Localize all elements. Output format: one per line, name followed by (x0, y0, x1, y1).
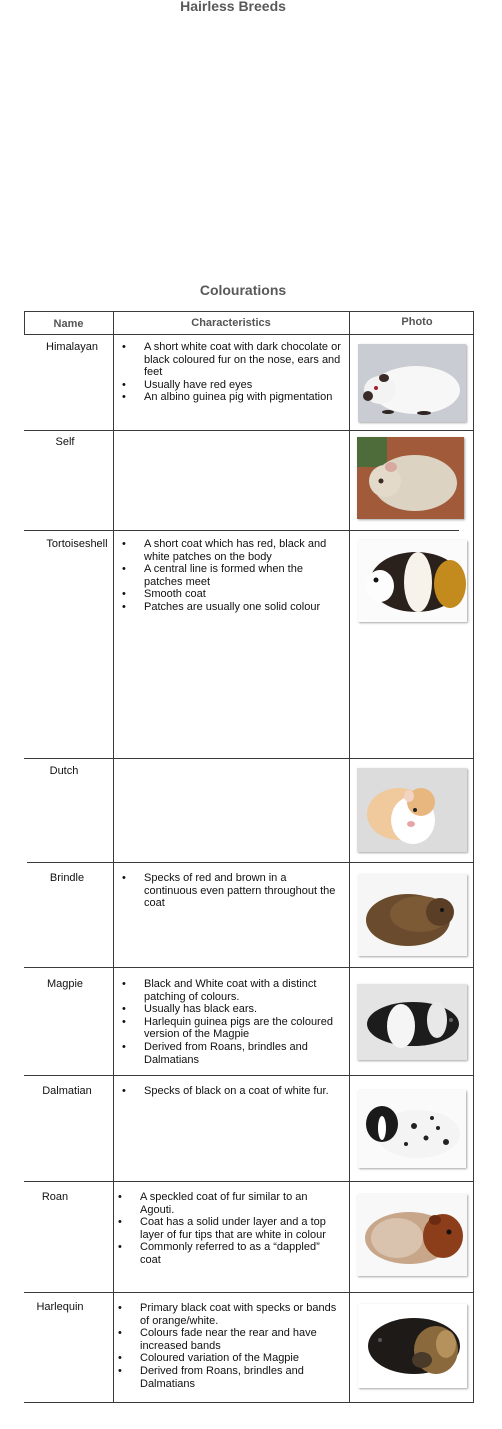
photo-self (357, 437, 464, 519)
characteristic-item: • Derived from Roans, brindles and Dalmatians (118, 1365, 346, 1390)
table-rule (27, 862, 474, 863)
row-name-magpie: Magpie (46, 978, 84, 990)
table-rule (473, 311, 474, 1403)
characteristics-himalayan (122, 341, 344, 404)
column-header-characteristics: Characteristics (191, 317, 271, 329)
photo-magpie (357, 984, 467, 1060)
column-header-name: Name (53, 318, 84, 330)
photo-himalayan (358, 344, 466, 422)
characteristic-item: • Commonly referred to as a “dappled” coat (118, 1241, 340, 1266)
characteristics-roan (118, 1191, 340, 1267)
characteristic-item: • Harlequin guinea pigs are the coloured version of the Magpie (122, 1016, 344, 1041)
row-name-self: Self (55, 436, 75, 448)
characteristic-item: • Specks of red and brown in a continuous even pattern throughout the coat (122, 872, 337, 910)
hairless-breeds-heading: Hairless Breeds (180, 0, 286, 14)
table-rule (113, 311, 114, 1403)
characteristics-harlequin (118, 1302, 346, 1390)
photo-brindle (358, 874, 467, 956)
characteristic-item: • A short white coat with dark chocolate or black coloured fur on the nose, ears and feet (122, 341, 344, 379)
characteristic-item: • Coat has a solid under layer and a top layer of fur tips that are white in colour (118, 1216, 340, 1241)
table-rule (24, 1075, 474, 1076)
characteristic-item: • A short coat which has red, black and white patches on the body (122, 538, 337, 563)
characteristic-item: • An albino guinea pig with pigmentation (122, 391, 344, 404)
table-rule (24, 311, 474, 312)
characteristic-item: • Smooth coat (122, 588, 337, 601)
table-rule (349, 311, 350, 1403)
photo-dutch (357, 768, 467, 852)
characteristic-item: • Usually has black ears. (122, 1003, 344, 1016)
characteristic-item: • Primary black coat with specks or bands of orange/white. (118, 1302, 346, 1327)
characteristics-magpie (122, 978, 344, 1066)
photo-tortoiseshell (358, 540, 467, 622)
table-rule (24, 530, 459, 531)
row-name-tortoiseshell: Tortoiseshell (46, 538, 108, 550)
characteristic-item: • Colours fade near the rear and have increased bands (118, 1327, 346, 1352)
table-rule (24, 1292, 474, 1293)
row-name-dutch: Dutch (49, 765, 79, 777)
table-rule (24, 758, 474, 759)
colourations-heading: Colourations (199, 282, 287, 298)
row-name-brindle: Brindle (49, 872, 85, 884)
row-name-himalayan: Himalayan (46, 341, 98, 353)
row-name-harlequin: Harlequin (36, 1301, 84, 1313)
photo-dalmatian (358, 1090, 466, 1168)
characteristic-item: • Black and White coat with a distinct patching of colours. (122, 978, 344, 1003)
characteristic-item: • Coloured variation of the Magpie (118, 1352, 346, 1365)
photo-roan (357, 1194, 467, 1276)
photo-harlequin (358, 1304, 467, 1388)
row-name-roan: Roan (41, 1191, 69, 1203)
characteristic-item: • A central line is formed when the patches meet (122, 563, 337, 588)
characteristic-item: • Derived from Roans, brindles and Dalmatians (122, 1041, 344, 1066)
characteristic-item: • Usually have red eyes (122, 379, 344, 392)
characteristics-tortoiseshell (122, 538, 337, 614)
characteristics-brindle (122, 872, 337, 910)
characteristics-dalmatian (122, 1085, 344, 1098)
row-name-dalmatian: Dalmatian (42, 1085, 92, 1097)
characteristic-item: • Specks of black on a coat of white fur. (122, 1085, 344, 1098)
table-rule (24, 430, 474, 431)
column-header-photo: Photo (401, 316, 433, 328)
table-rule (24, 967, 474, 968)
table-rule (24, 334, 474, 335)
table-rule (24, 1402, 474, 1403)
characteristic-item: • Patches are usually one solid colour (122, 601, 337, 614)
table-rule (24, 1181, 474, 1182)
characteristic-item: • A speckled coat of fur similar to an Agouti. (118, 1191, 340, 1216)
